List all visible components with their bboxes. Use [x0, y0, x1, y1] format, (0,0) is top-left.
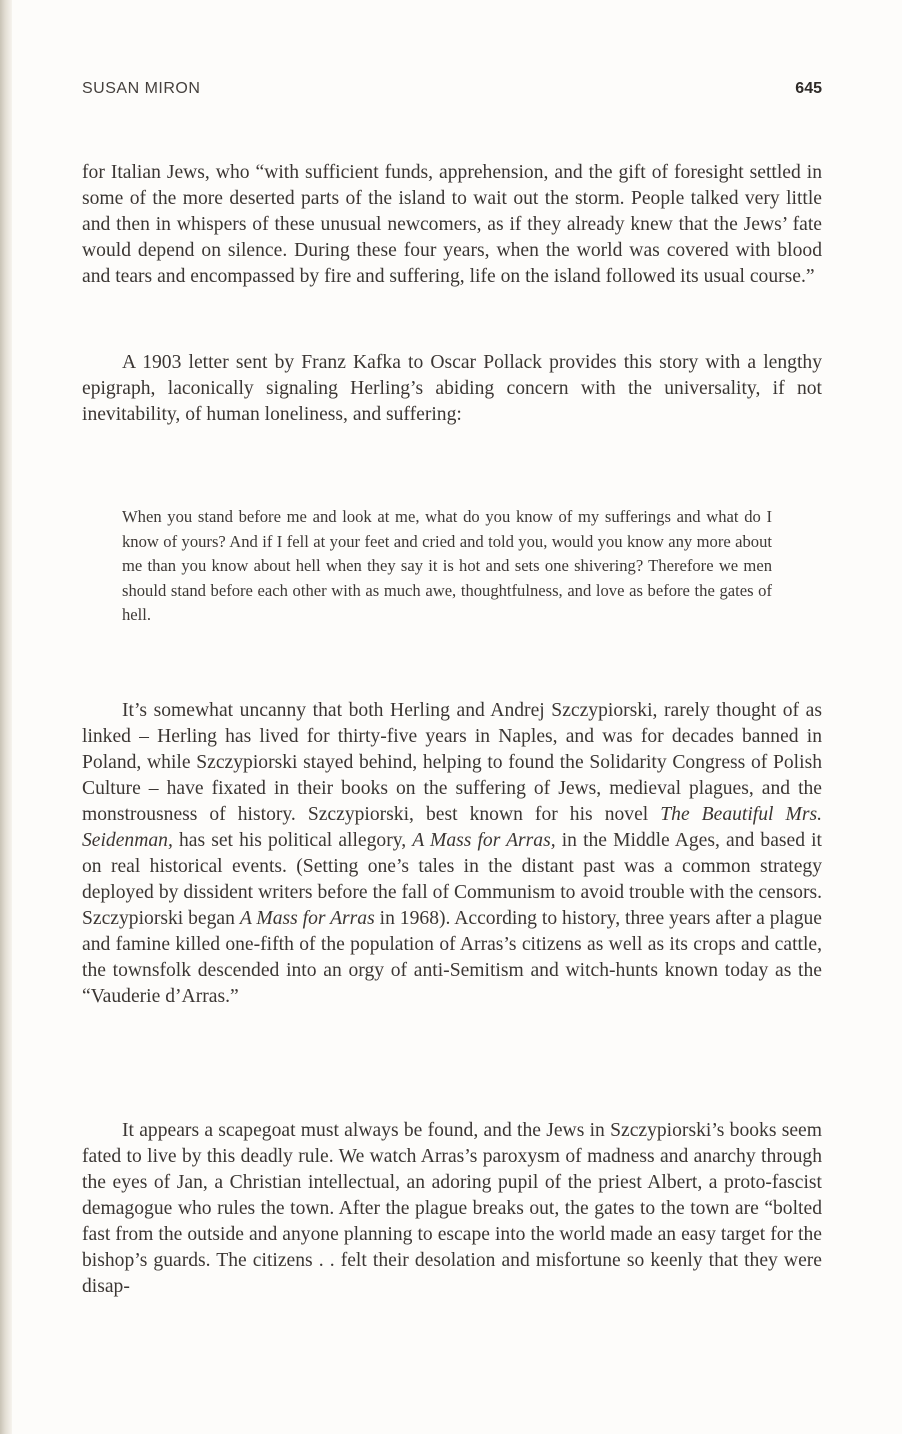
paragraph-2: A 1903 letter sent by Franz Kafka to Oscar Pollack provides this story with a lengthy epigraph, laconically signaling Herling’s abiding concern with the universality, if not inevitability, of human loneliness, and suffering: — [82, 352, 822, 425]
paragraph-3 — [82, 698, 822, 1010]
paragraph-3-text-d: in 1968). According to history, three years after a plague and famine killed one-fifth of the population of Arras’s citizens as well as its crops and cattle, the townsfolk descended into an orgy of anti-Semitism and witch-hunts known today as the “Vauderie d’Arras.” — [82, 908, 822, 1007]
page-header — [82, 80, 822, 104]
paragraph-4: It appears a scapegoat must always be found, and the Jews in Szczypiorski’s books seem fated to live by this deadly rule. We watch Arras’s paroxysm of madness and anarchy through the eyes of Jan, a Christian intellectual, an adoring pupil of the priest Albert, a proto-fascist demagogue who rules the town. After the plague breaks out, the gates to the town are “bolted fast from the outside and anyone planning to escape into the world made an easy target for the bishop’s guards. The citizens . . felt their desolation and misfortune so keenly that they were disap- — [82, 1120, 822, 1297]
book-title-beautiful-mrs-seidenman: The Beautiful Mrs. Seidenman, — [82, 804, 822, 851]
paragraph-3-text-c: in the Middle Ages, and based it on real historical events. (Setting one’s tales in the distant past was a common strategy deployed by dissident writers before the fall of Communism to avoid trouble with the censors. Szczypiorski began — [82, 830, 822, 929]
block-quote: When you stand before me and look at me, what do you know of my sufferings and what do I know of yours? And if I fell at your feet and cried and told you, would you know any more about me than you know about hell when they say it is hot and sets one shivering? Therefore we men should stand before each other with as much awe, thoughtfulness, and love as before the gates of hell. — [122, 507, 772, 625]
book-title-mass-for-arras-2: A Mass for Arras — [239, 908, 375, 929]
book-title-mass-for-arras: A Mass for Arras, — [412, 830, 556, 851]
page-spine-shadow — [0, 0, 12, 1434]
running-head: SUSAN MIRON — [82, 80, 201, 97]
paragraph-3-text-a: It’s somewhat uncanny that both Herling and Andrej Szczypiorski, rarely thought of as linked – Herling has lived for thirty-five years in Naples, and was for decades banned in Poland, while Szczypiorski stayed behind, helping to found the Solidarity Congress of Polish Culture – have fixated in their books on the suffering of Jews, medieval plagues, and the monstrousness of history. Szczypiorski, best known for his novel — [82, 700, 822, 825]
paragraph-1: for Italian Jews, who “with sufficient funds, apprehension, and the gift of foresight settled in some of the more deserted parts of the island to wait out the storm. People talked very little and then in whispers of these unusual newcomers, as if they already knew that the Jews’ fate would depend on silence. During these four years, when the world was covered with blood and tears and encompassed by fire and suffering, life on the island followed its usual course.” — [82, 162, 822, 287]
page-number: 645 — [795, 80, 822, 97]
paragraph-3-text-b: has set his political allegory, — [172, 830, 413, 851]
